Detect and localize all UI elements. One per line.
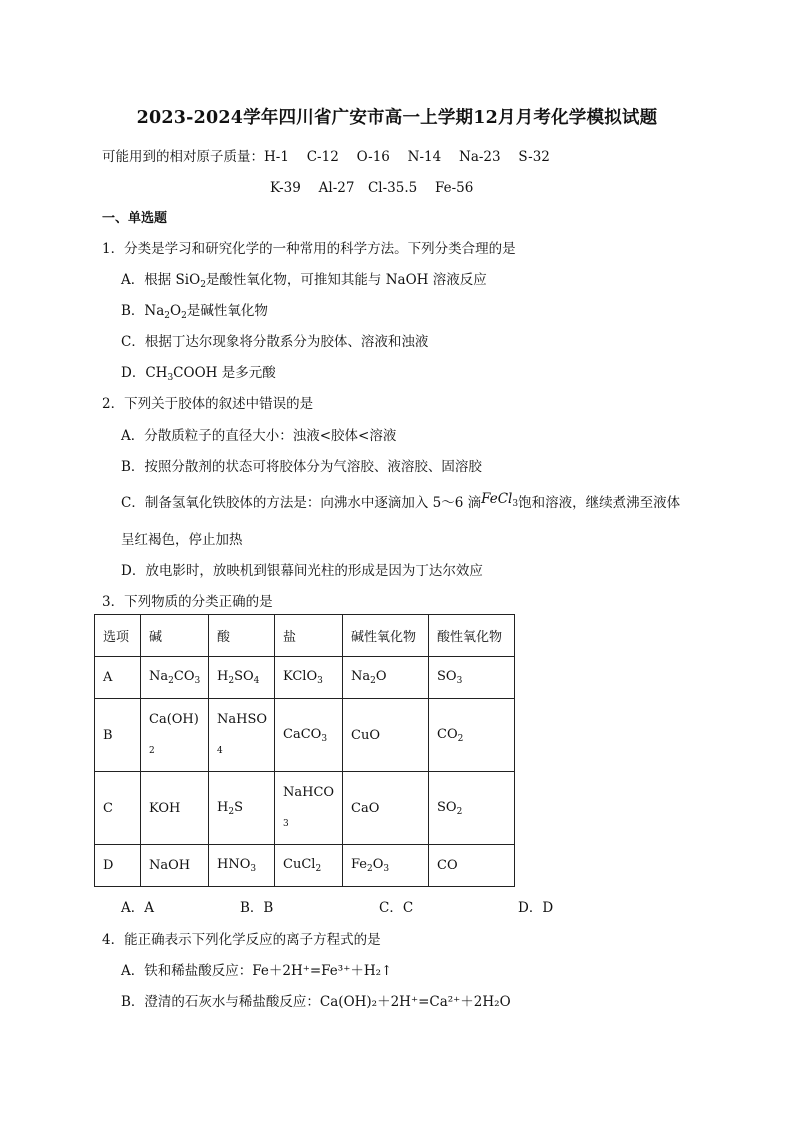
formula-cell: $Fe_2O_3$ [343, 845, 429, 887]
formula: FeCl [481, 491, 513, 507]
formula-cell: $H_2S$ [209, 772, 275, 845]
question-4-option-b: B．澄清的石灰水与稀盐酸反应：Ca(OH)₂＋2H⁺=Ca²⁺＋2H₂O [121, 994, 511, 1010]
question-1-option-c: C．根据丁达尔现象将分散系分为胶体、溶液和浊液 [121, 334, 429, 350]
question-4-option-a: A．铁和稀盐酸反应：Fe＋2H⁺=Fe³⁺＋H₂↑ [121, 963, 393, 979]
question-3-choice-b: B．B [240, 900, 274, 916]
formula-cell: NaOH [141, 845, 209, 887]
question-1-stem: 1．分类是学习和研究化学的一种常用的科学方法。下列分类合理的是 [102, 241, 516, 257]
header-cell: 盐 [275, 615, 343, 657]
subscript: 3 [167, 373, 174, 383]
subscript: 3 [512, 499, 519, 509]
question-2-option-b: B．按照分散剂的状态可将胶体分为气溶胶、液溶胶、固溶胶 [121, 459, 482, 475]
subscript: 2 [200, 280, 206, 290]
row-label: B [95, 699, 141, 772]
table-row [95, 772, 515, 845]
formula-cell: NaHCO 3 [275, 772, 343, 845]
table-row [95, 657, 515, 699]
header-cell: 碱 [141, 615, 209, 657]
option-text: A．根据 SiO [121, 272, 201, 288]
formula-cell: $HNO_3$ [209, 845, 275, 887]
question-3-choice-c: C．C [379, 900, 414, 916]
question-2-option-d: D．放电影时，放映机到银幕间光柱的形成是因为丁达尔效应 [121, 563, 483, 579]
question-1-option-d [121, 361, 276, 383]
row-label: C [95, 772, 141, 845]
formula-cell: CaCO$_3$ [275, 699, 343, 772]
formula-cell: $H_2SO_4$ [209, 657, 275, 699]
question-3-choice-d: D．D [518, 900, 554, 916]
question-2-option-c [121, 491, 680, 513]
row-label: A [95, 657, 141, 699]
table-row [95, 845, 515, 887]
formula-cell: $Na_2O$ [343, 657, 429, 699]
question-2-stem: 2．下列关于胶体的叙述中错误的是 [102, 396, 314, 412]
header-cell: 选项 [95, 615, 141, 657]
subscript: 2 [164, 311, 171, 321]
option-text: 是碱性氧化物 [186, 303, 268, 319]
formula-cell: CuCl$_2$ [275, 845, 343, 887]
question-4-stem: 4．能正确表示下列化学反应的离子方程式的是 [102, 932, 381, 948]
row-label: D [95, 845, 141, 887]
table-header-row [95, 615, 515, 657]
formula-cell: $SO_3$ [429, 657, 515, 699]
formula-cell: NaHSO 4 [209, 699, 275, 772]
question-1-option-a [121, 268, 487, 290]
formula-cell: CO [429, 845, 515, 887]
option-text: 饱和溶液，继续煮沸至液体 [518, 495, 681, 511]
question-3-choice-a: A．A [121, 900, 154, 916]
section-title: 一、单选题 [102, 211, 168, 226]
header-cell: 酸 [209, 615, 275, 657]
table-row [95, 699, 515, 772]
option-text: B．Na [121, 303, 165, 319]
formula-cell: $Na_2CO_3$ [141, 657, 209, 699]
formula-cell: $SO_2$ [429, 772, 515, 845]
formula-cell: CaO [343, 772, 429, 845]
question-2-option-a: A．分散质粒子的直径大小：浊液<胶体<溶液 [121, 428, 397, 444]
atomic-mass-line-2: K-39 Al-27 Cl-35.5 Fe-56 [270, 180, 474, 196]
option-text: 是酸性氧化物，可推知其能与 NaOH 溶液反应 [205, 272, 487, 288]
atomic-mass-line-1: 可能用到的相对原子质量：H-1 C-12 O-16 N-14 Na-23 S-32 [102, 149, 550, 165]
option-text: D．CH [121, 365, 168, 381]
subscript: 2 [181, 311, 187, 321]
formula-cell: KOH [141, 772, 209, 845]
option-text: C．制备氢氧化铁胶体的方法是：向沸水中逐滴加入 5～6 滴 [121, 495, 482, 511]
question-1-option-b [121, 299, 268, 321]
classification-table [94, 614, 515, 887]
option-text: O [170, 303, 182, 319]
header-cell: 碱性氧化物 [343, 615, 429, 657]
question-2-option-c-continued: 呈红褐色，停止加热 [121, 532, 243, 548]
option-text: COOH 是多元酸 [173, 365, 276, 381]
formula-cell: $CO_2$ [429, 699, 515, 772]
formula-cell: CuO [343, 699, 429, 772]
header-cell: 酸性氧化物 [429, 615, 515, 657]
question-3-stem: 3．下列物质的分类正确的是 [102, 594, 273, 610]
formula-cell: KClO$_3$ [275, 657, 343, 699]
page-title: 2023-2024学年四川省广安市高一上学期12月月考化学模拟试题 [136, 108, 658, 128]
formula-cell: Ca(OH) 2 [141, 699, 209, 772]
